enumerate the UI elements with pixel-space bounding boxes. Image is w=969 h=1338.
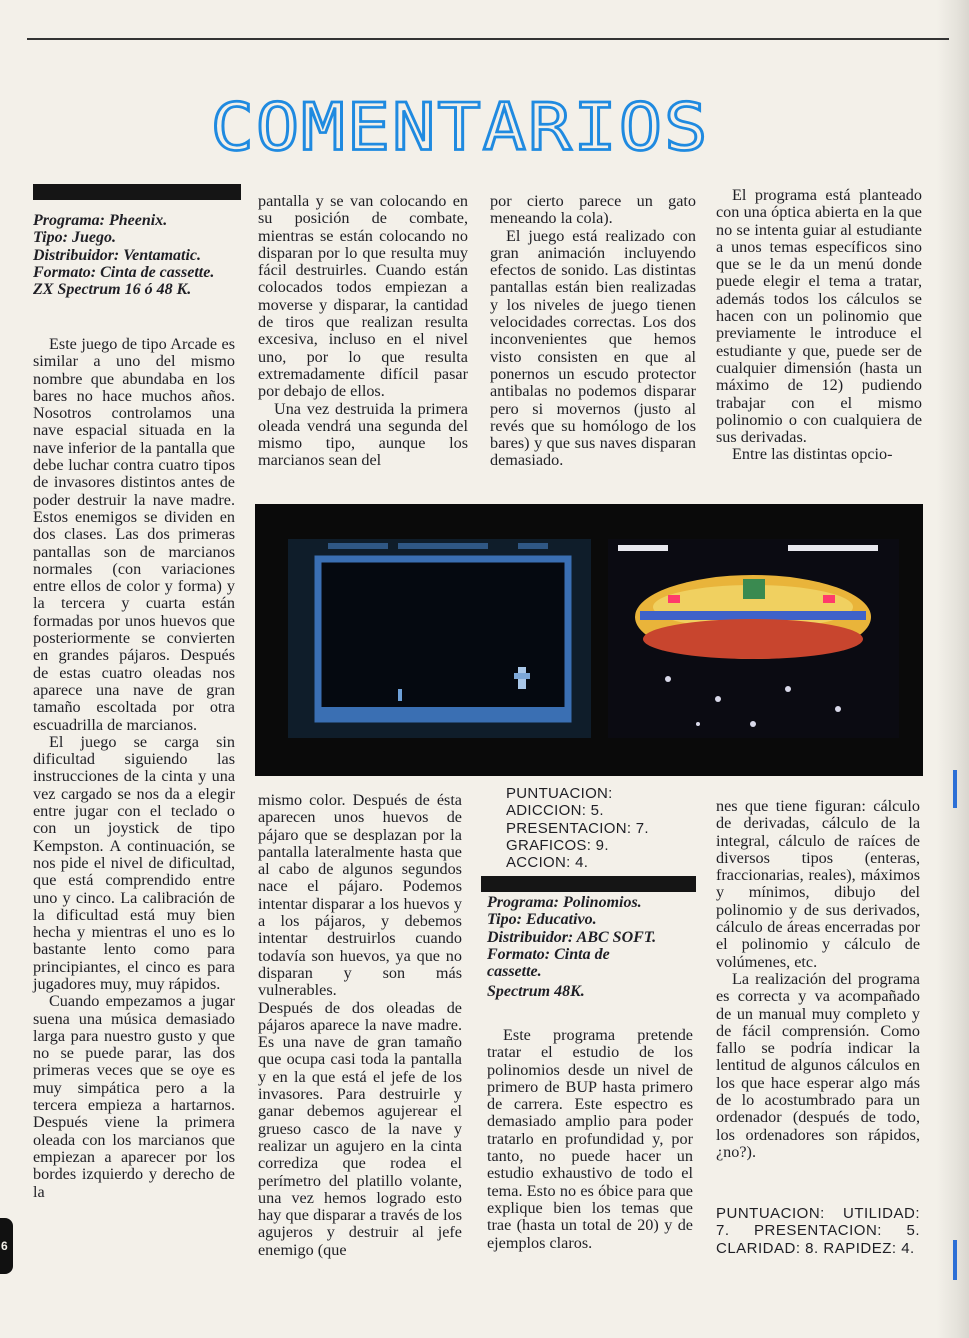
review2-info-line: Distribuidor: ABC SOFT.: [487, 928, 657, 946]
paragraph: Este programa pretende tratar el estudio de los polinomios desde un nivel de primero de BUP hasta primero de carrera. Este espectro es demasiado amplio para poder tratarlo en profundidad y, por tanto, no puede hacer un estudio exhaustivo de todo el tema. Esto no es óbice para que explique bien los temas que trae (hasta un total de 20) y de ejemplos claros.: [487, 1026, 693, 1252]
column-3-bottom: [487, 1027, 693, 1252]
column-1: [33, 336, 235, 1201]
column-4-bottom: [716, 798, 920, 1161]
page-number: 6: [0, 1218, 13, 1274]
column-2-bottom: [258, 792, 462, 1259]
score-line: ADICCION: 5.: [506, 802, 604, 820]
review1-info-line: Distribuidor: Ventamatic.: [33, 246, 202, 264]
paragraph: mismo color. Después de ésta aparecen unos huevos de pájaro que se desplazan por la pantalla lateralmente hasta que al cabo de algunos segundos nace el pájaro. Podemos intentar disparar a los huevos y a los pájaros, y debemos intentar destruirlos cuando todavía son huevos, ya que no disparan y son más vulnerables.: [258, 791, 462, 1000]
side-mark: [953, 1240, 957, 1280]
score-line: GRAFICOS: 9.: [506, 836, 609, 854]
score-line: ACCION: 4.: [506, 854, 589, 872]
side-mark: [953, 770, 957, 808]
review1-info-line: Formato: Cinta de cassette.: [33, 263, 215, 281]
header-bar-1: [33, 184, 241, 200]
paragraph: Una vez destruida la primera oleada vendrá una segunda del mismo tipo, aunque los marcianos sean del: [258, 399, 468, 470]
paragraph: La realización del programa es correcta y va acompañado de un manual muy completo y de fácil comprensión. Como fallo se podría indicar la lentitud de algunos cálculos en los que hace esperar algo más de lo acostumbrado para un ordenador (después de todo, los ordenadores son rápidos, ¿no?).: [716, 969, 920, 1161]
review1-info-line: Programa: Pheenix.: [33, 212, 168, 229]
paragraph: El juego se carga sin dificultad siguiendo las instrucciones de la cinta y una vez cargado se nos da a elegir entre jugar con el teclado o con un joystick de tipo Kempston. A continuación, se nos pide el nivel de dificultad, que está comprendido entre uno y cinco. La calibración de la dificultad está muy bien hecha y mientras el uno es lo bastante lento como para principiantes, el cinco es para jugadores muy, muy rápidos.: [33, 732, 235, 993]
review2-info-line: Spectrum 48K.: [487, 983, 585, 1001]
header-bar-2: [481, 876, 696, 892]
review2-info-line: cassette.: [487, 963, 542, 981]
paragraph: por cierto parece un gato meneando la cola).: [490, 192, 696, 228]
paragraph: nes que tiene figuran: cálculo de derivadas, cálculo de la integral, cálculo de raíces de diversos tipos (enteras, fraccionarias, reales), máximos y mínimos, dibujo del polinomio y de sus derivados, cálculo de áreas encerradas por el polinomio y cálculo de volúmenes, etc.: [716, 797, 920, 971]
page-edge: [937, 0, 969, 1338]
column-3-top: [490, 193, 696, 470]
page-title: COMENTARIOS: [210, 89, 710, 165]
paragraph: El juego está realizado con gran animación incluyendo efectos de sonido. Las distintas pantallas están bien realizadas y los niveles de juego tienen velocidades correctas. Los dos inconvenientes que hemos visto consisten en que al ponernos un escudo protector antibalas no podemos disparar pero si movernos (justo al revés que su homólogo de los bares) y que sus naves disparan demasiado.: [490, 226, 696, 470]
review1-score: [506, 785, 696, 871]
paragraph: El programa está planteado con una óptica abierta en la que no se intenta guiar al estudiante a unos temas específicos sino que se le da un menú donde puede elegir el tema a tratar, además todos los cálculos se hacen con un polinomio que previamente le introduce el estudiante y que, puede ser de cualquier dimensión (hasta un máximo de 12) pudiendo trabajar con el mismo polinomio o con cualquiera de sus derivadas.: [716, 186, 922, 447]
review2-score: PUNTUACION: UTILIDAD: 7. PRESENTACION: 5. CLARIDAD: 8. RAPIDEZ: 4.: [716, 1205, 920, 1257]
column-2-top: [258, 193, 468, 470]
review1-info: [33, 212, 241, 298]
top-rule: [27, 38, 949, 40]
paragraph: Cuando empezamos a jugar suena una música demasiado larga para nuestro gusto y que no se puede parar, las dos primeras veces que se oye es muy simpática pero a la tercera empieza a hartarnos. Después viene la primera oleada con los marcianos que empiezan a aparecer por los bordes izquierdo y derecho de la: [33, 992, 235, 1201]
review2-info: [487, 894, 693, 1001]
review1-info-line: Tipo: Juego.: [33, 229, 116, 247]
review1-info-line: ZX Spectrum 16 ó 48 K.: [33, 281, 192, 299]
score-line: PUNTUACION:: [506, 785, 613, 802]
review2-info-line: Formato: Cinta de: [487, 945, 610, 963]
game-screenshot-2: [608, 539, 899, 738]
paragraph: Después de dos oleadas de pájaros aparece la nave madre. Es una nave de gran tamaño que ocupa casi toda la pantalla y en la que está el jefe de los invasores. Para destruirle y ganar debemos agujerear el grueso casco de la nave y realizar un agujero en la cinta corrediza que rodea el perímetro del platillo volante, una vez hemos logrado esto hay que disparar a través de los agujeros y destruir al jefe enemigo (que: [258, 998, 462, 1259]
column-4-top: [716, 187, 922, 464]
paragraph: Entre las distintas opcio-: [732, 445, 893, 464]
game-screenshot-1: [288, 539, 591, 738]
review2-info-line: Tipo: Educativo.: [487, 911, 597, 929]
score-line: PRESENTACION: 7.: [506, 819, 649, 837]
paragraph: pantalla y se van colocando en su posición de combate, mientras se están colocando no disparan por lo que resulta muy fácil destruirles. Cuando están colocados todos empiezan a moverse y disparar, la cantidad de tiros que realizan resulta excesiva, incluso en el nivel uno, por lo que resulta extremadamente difícil pasar por debajo de ellos.: [258, 192, 468, 401]
review2-info-line: Programa: Polinomios.: [487, 894, 642, 911]
screenshots-panel: [255, 504, 923, 776]
paragraph: Este juego de tipo Arcade es similar a uno del mismo nombre que abundaba en los bares no hace muchos años. Nosotros controlamos una nave espacial situada en la nave inferior de la pantalla que debe luchar contra cuatro tipos de invasores distintos antes de poder destruir la nave madre. Estos enemigos se dividen en dos clases. Las dos primeras pantallas son de marcianos normales (con variaciones entre ellos de color y forma) y la tercera y cuarta están formadas por unos huevos que posteriormente se convierten en grandes pájaros. Después de estas cuatro oleadas nos aparece una nave de gran tamaño escoltada por otra escuadrilla de marcianos.: [33, 335, 235, 734]
